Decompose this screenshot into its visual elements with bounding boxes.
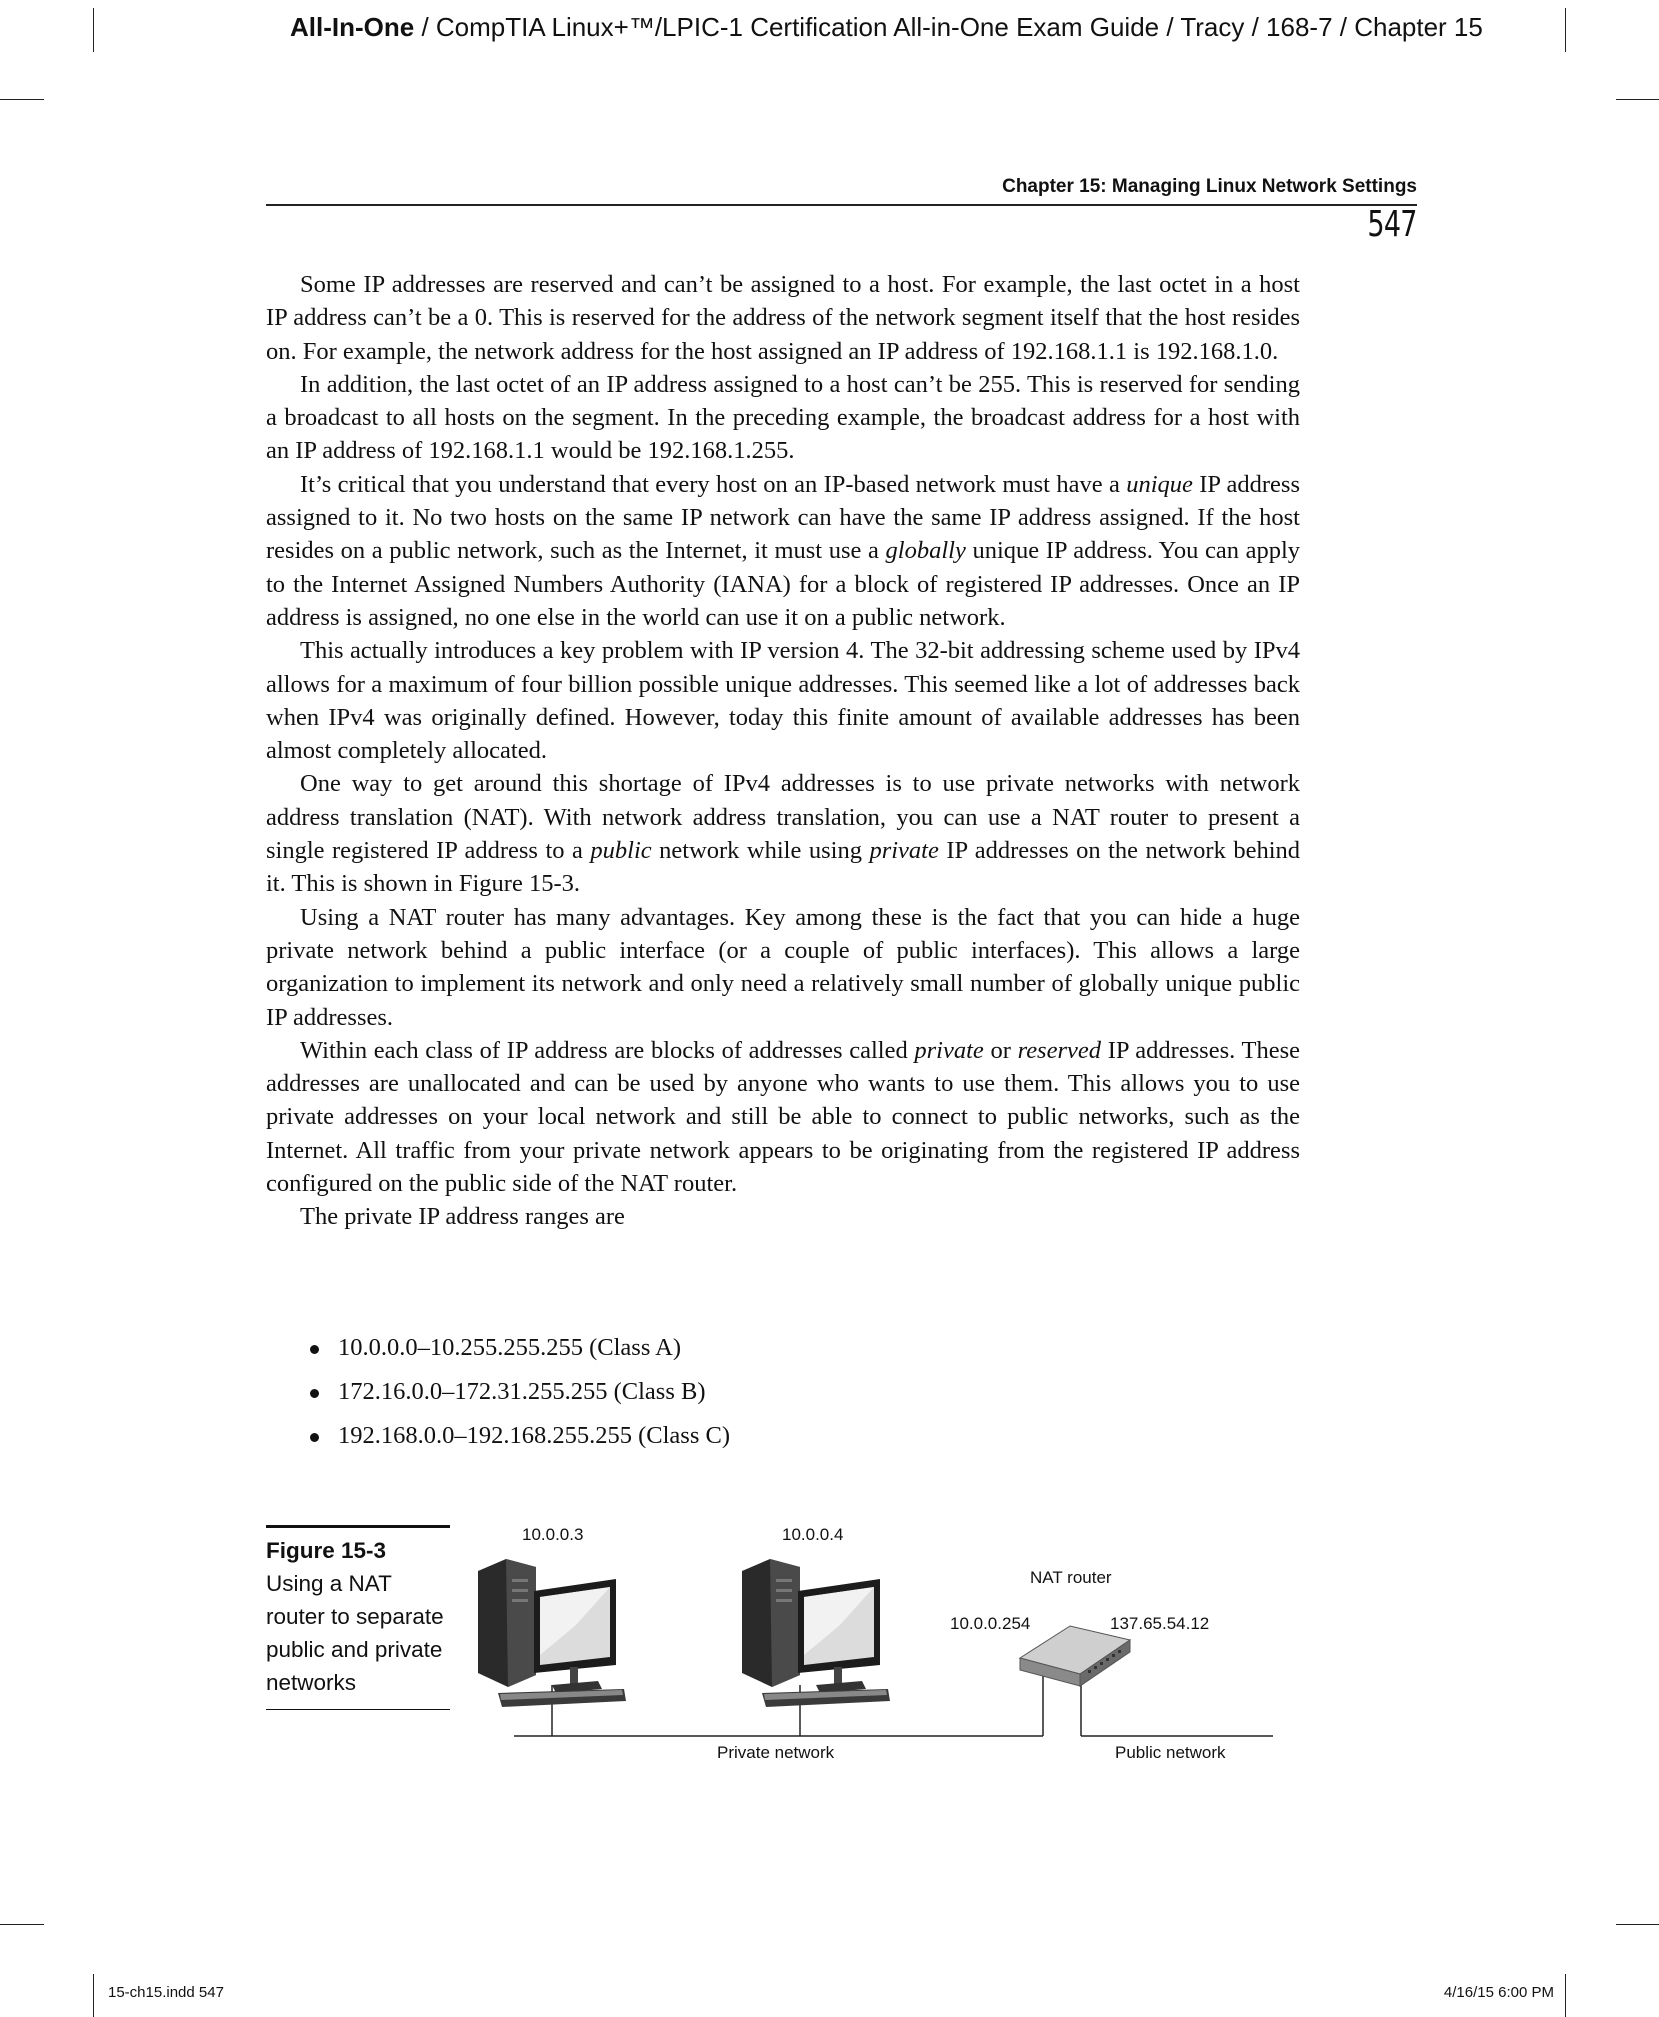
page-number: 547	[1367, 204, 1417, 245]
host-computer-icon	[742, 1559, 890, 1707]
emphasis: globally	[885, 537, 966, 565]
router-name-label: NAT router	[1030, 1568, 1112, 1587]
paragraph: Some IP addresses are reserved and can’t be assigned to a host. For example, the last octet in a host IP address can’t be a 0. This is reserved for the address of the network segment itself that the host resides on. For example, the network address for the host assigned an IP address of 192.168.1.1 is 192.168.1.0.	[266, 271, 1300, 365]
emphasis: private	[869, 837, 939, 865]
paragraph: One way to get around this shortage of IPv4 addresses is to use private networks with network address translation (NAT). With network address translation, you can use a NAT router to present a single registered IP address to a public network while using private IP addresses on the network behind it. This is shown in Figure 15-3.	[266, 770, 1301, 898]
list-item: 10.0.0.0–10.255.255.255 (Class A)	[266, 1326, 1266, 1370]
emphasis: public	[590, 837, 652, 865]
paragraph: Using a NAT router has many advantages. Key among these is the fact that you can hide a huge private network behind a public interface (or a couple of public interfaces). This allows a large organization to implement its network and only need a relatively small number of globally unique public IP addresses.	[266, 903, 1300, 1031]
public-network-label: Public network	[1115, 1743, 1226, 1762]
slug-timestamp: 4/16/15 6:00 PM	[1443, 1984, 1554, 2001]
router-icon	[1020, 1626, 1130, 1686]
paragraph: Within each class of IP address are blocks of addresses called private or reserved IP addresses. These addresses are unallocated and can be used by anyone who wants to use them. This allows you to use private addresses on your local network and still be able to connect to public networks, such as the Internet. All traffic from your private network appears to be originating from the registered IP address configured on the public side of the NAT router.	[266, 1036, 1300, 1198]
running-header-text: / CompTIA Linux+™/LPIC-1 Certification All-in-One Exam Guide / Tracy / 168-7 / Chapter 15	[414, 12, 1483, 42]
paragraph: In addition, the last octet of an IP address assigned to a host can’t be 255. This is reserved for sending a broadcast to all hosts on the segment. In the preceding example, the broadcast address for a host with an IP address of 192.168.1.1 would be 192.168.1.255.	[266, 370, 1300, 465]
private-network-label: Private network	[717, 1743, 835, 1762]
emphasis: unique	[1126, 470, 1193, 498]
paragraph: This actually introduces a key problem with IP version 4. The 32-bit addressing scheme used by IPv4 allows for a maximum of four billion possible unique addresses. This seemed like a lot of addresses back when IPv4 was originally defined. However, today this finite amount of available addresses has been almost completely allocated.	[266, 637, 1300, 765]
list-item: 192.168.0.0–192.168.255.255 (Class C)	[266, 1414, 1266, 1458]
router-public-ip-label: 137.65.54.12	[1110, 1614, 1210, 1633]
slug-file-info: 15-ch15.indd 547	[108, 1984, 224, 2001]
running-header-series: All-In-One	[290, 12, 415, 42]
paragraph: It’s critical that you understand that every host on an IP-based network must have a unique IP address assigned to it. No two hosts on the same IP network can have the same IP address assigned. If the host resides on a public network, such as the Internet, it must use a globally unique IP address. You can apply to the Internet Assigned Numbers Authority (IANA) for a block of registered IP addresses. Once an IP address is assigned, no one else in the world can use it on a public network.	[266, 470, 1300, 631]
figure-number: Figure 15-3	[266, 1538, 387, 1563]
chapter-title: Chapter 15: Managing Linux Network Settings	[1002, 176, 1417, 197]
host2-ip-label: 10.0.0.4	[782, 1525, 844, 1544]
network-lines	[514, 1672, 1273, 1736]
host-computer-icon	[478, 1559, 626, 1707]
list-item: 172.16.0.0–172.31.255.255 (Class B)	[266, 1370, 1266, 1414]
figure-caption-text: Using a NAT router to separate public and private networks	[266, 1571, 444, 1695]
router-private-ip-label: 10.0.0.254	[950, 1614, 1031, 1633]
emphasis: reserved	[1017, 1036, 1102, 1064]
host1-ip-label: 10.0.0.3	[522, 1525, 584, 1544]
paragraph: The private IP address ranges are	[300, 1203, 625, 1231]
emphasis: private	[914, 1036, 984, 1064]
